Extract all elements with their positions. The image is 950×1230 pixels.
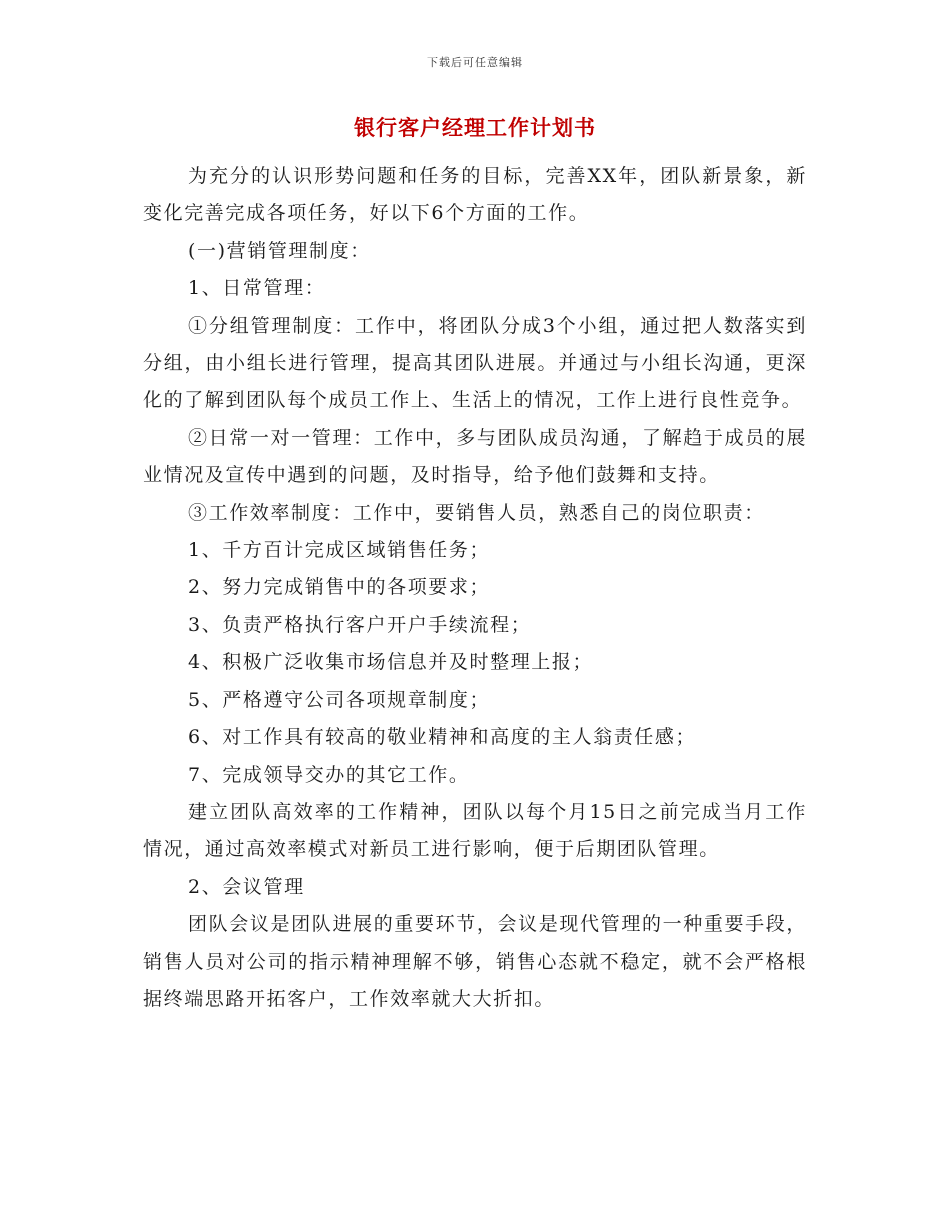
document-title: 银行客户经理工作计划书	[354, 115, 596, 140]
paragraph-group-management: ①分组管理制度：工作中，将团队分成3个小组，通过把人数落实到分组，由小组长进行管理，提高其团队进展。并通过与小组长沟通，更深化的了解到团队每个成员工作上、生活上的情况，工作上进行良性竞争。	[143, 314, 807, 412]
list-item: 4、积极广泛收集市场信息并及时整理上报；	[188, 651, 594, 674]
list-item: 3、负责严格执行客户开户手续流程；	[188, 613, 532, 636]
paragraph-meetings: 团队会议是团队进展的重要环节，会议是现代管理的一种重要手段，销售人员对公司的指示精神理解不够，销售心态就不稳定，就不会严格根据终端思路开拓客户，工作效率就大大折扣。	[143, 913, 807, 1010]
paragraph-team-spirit: 建立团队高效率的工作精神，团队以每个月15日之前完成当月工作情况，通过高效率模式对新员工进行影响，便于后期团队管理。	[143, 800, 807, 861]
list-item: 7、完成领导交办的其它工作。	[188, 763, 470, 786]
section-heading-marketing: (一)营销管理制度：	[188, 239, 371, 262]
subheading-meeting-management: 2、会议管理	[188, 875, 305, 898]
subheading-daily-management: 1、日常管理：	[188, 277, 326, 300]
list-item: 5、严格遵守公司各项规章制度；	[188, 688, 491, 711]
paragraph-one-on-one: ②日常一对一管理：工作中，多与团队成员沟通，了解趋于成员的展业情况及宣传中遇到的问题，及时指导，给予他们鼓舞和支持。	[143, 426, 807, 487]
page-header-note: 下载后可任意编辑	[427, 56, 523, 69]
list-item: 6、对工作具有较高的敬业精神和高度的主人翁责任感；	[188, 726, 697, 749]
document-body	[143, 158, 807, 1018]
list-item: 2、努力完成销售中的各项要求；	[188, 576, 491, 599]
paragraph-efficiency: ③工作效率制度：工作中，要销售人员，熟悉自己的岗位职责：	[188, 501, 765, 524]
list-item: 1、千方百计完成区域销售任务；	[188, 539, 491, 562]
paragraph-intro: 为充分的认识形势问题和任务的目标，完善XX年，团队新景象，新变化完善完成各项任务，好以下6个方面的工作。	[143, 165, 807, 225]
